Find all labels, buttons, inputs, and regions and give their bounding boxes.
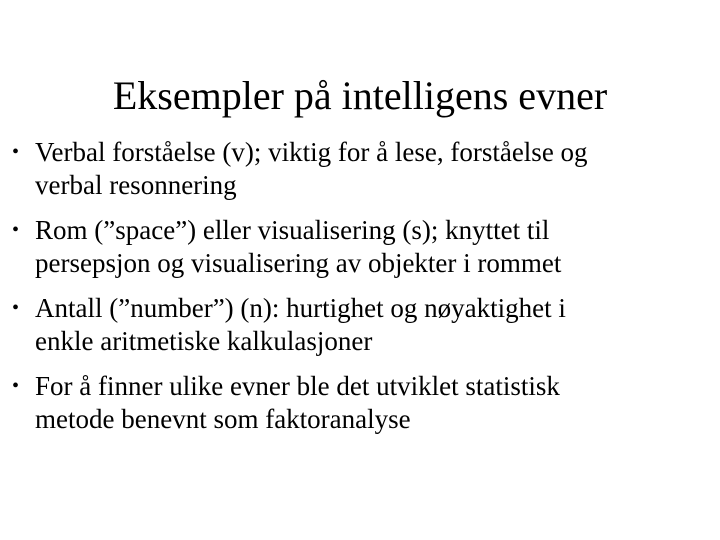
bullet-item-number	[0, 292, 720, 358]
bullet-text-line: Antall (”number”) (n): hurtighet og nøyaktighet i	[35, 293, 566, 323]
bullet-text-line: persepsjon og visualisering av objekter i rommet	[35, 248, 562, 278]
bullet-text-line: Rom (”space”) eller visualisering (s); knyttet til	[35, 215, 550, 245]
bullet-item-space	[0, 214, 720, 280]
bullet-item-verbal	[0, 136, 720, 202]
bullet-icon: •	[12, 375, 20, 397]
bullet-text-line: verbal resonnering	[35, 170, 237, 200]
bullet-text-line: Verbal forståelse (v); viktig for å lese, forståelse og	[35, 137, 588, 167]
bullet-item-factor-analysis	[0, 370, 720, 436]
bullet-icon: •	[12, 219, 20, 241]
bullet-list	[0, 136, 720, 448]
bullet-text-line: metode benevnt som faktoranalyse	[35, 404, 411, 434]
bullet-text-line: enkle aritmetiske kalkulasjoner	[35, 326, 373, 356]
bullet-text-line: For å finner ulike evner ble det utviklet statistisk	[35, 371, 560, 401]
slide-title: Eksempler på intelligens evner	[112, 73, 608, 118]
bullet-icon: •	[12, 141, 20, 163]
bullet-icon: •	[12, 297, 20, 319]
